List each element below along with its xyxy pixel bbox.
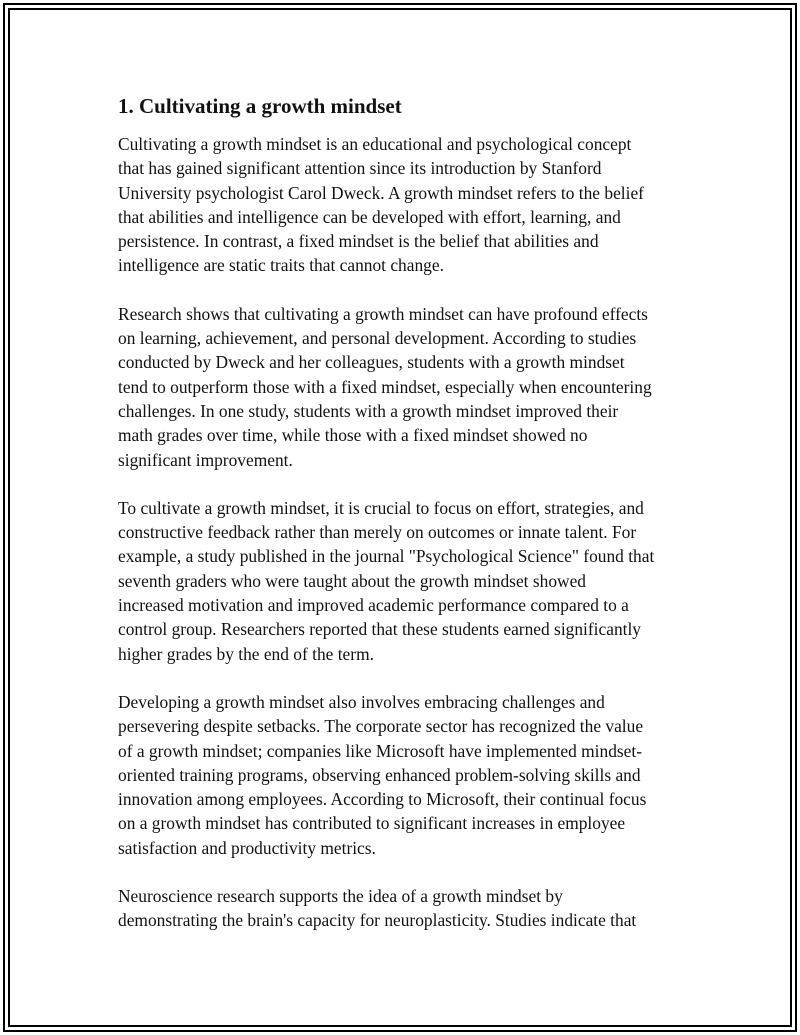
paragraph-3: To cultivate a growth mindset, it is crucial to focus on effort, strategies, and constructive feedback rather than merely on outcomes or innate talent. For example, a study published in the journal "Psychological Science" found that seventh graders who were taught about the growth mindset showed increased motivation and improved academic performance compared to a control group. Researchers reported that these students earned significantly higher grades by the end of the term. xyxy=(118,497,655,664)
paragraph-5: Neuroscience research supports the idea of a growth mindset by demonstrating the brain's capacity for neuroplasticity. Studies indicate that xyxy=(118,886,637,931)
document-body xyxy=(118,92,698,957)
paragraph-4: Developing a growth mindset also involves embracing challenges and persevering despite setbacks. The corporate sector has recognized the value of a growth mindset; companies like Microsoft have implemented mindset- oriented training programs, observing enhanced problem-solving skills and innovation among employees. According to Microsoft, their continual focus on a growth mindset has contributed to significant increases in employee satisfaction and productivity metrics. xyxy=(118,691,647,858)
section-heading: 1. Cultivating a growth mindset xyxy=(118,94,402,118)
paragraph-2: Research shows that cultivating a growth mindset can have profound effects on learning, achievement, and personal development. According to studies conducted by Dweck and her colleagues, students with a growth mindset tend to outperform those with a fixed mindset, especially when encountering challenges. In one study, students with a growth mindset improved their math grades over time, while those with a fixed mindset showed no significant improvement. xyxy=(118,303,652,470)
paragraph-1: Cultivating a growth mindset is an educational and psychological concept that has gained significant attention since its introduction by Stanford University psychologist Carol Dweck. A growth mindset refers to the belief that abilities and intelligence can be developed with effort, learning, and persistence. In contrast, a fixed mindset is the belief that abilities and intelligence are static traits that cannot change. xyxy=(118,134,644,276)
